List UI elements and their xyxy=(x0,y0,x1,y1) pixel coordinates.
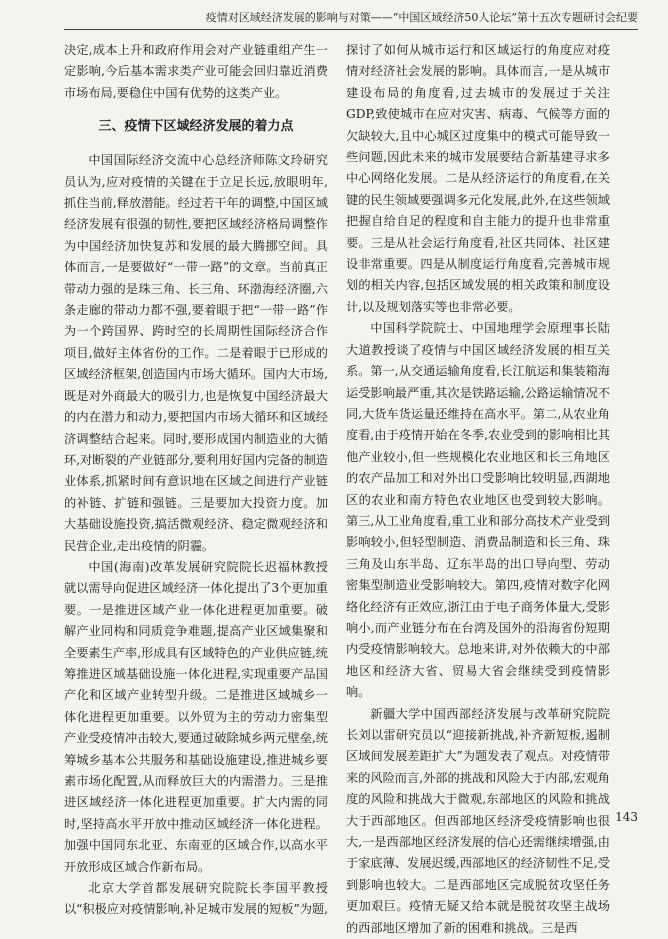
right-column xyxy=(346,40,610,939)
paragraph: 中国国际经济交流中心总经济师陈文玲研究员认为,应对疫情的关键在于立足长远,放眼明年,抓住当前,释放潜能。经过若干年的调整,中国区域经济发展有很强的韧性,要把区域经济格局调整作为中国经济加快复苏和发展的最大腾挪空间。具体而言,一是要做好“一带一路”的文章。当前真正带动力强的是珠三角、长三角、环渤海经济圈,六条走廊的带动力都不强,要着眼于把“一带一路”作为一个跨国界、跨时空的长周期性国际经济合作项目,做好主体省份的工作。二是着眼于已形成的区域经济框架,创造国内市场大循环。国内大市场,既是对外商最大的吸引力,也是恢复中国经济最大的内在潜力和动力,要把国内市场大循环和区域经济调整结合起来。同时,要形成国内制造业的大循环,对断裂的产业链部分,要利用好国内完备的制造业体系,抓紧时间有意识地在区域之间进行产业链的补链、扩链和强链。三是要加大投资力度。加大基础设施投资,搞活微观经济、稳定微观经济和民营企业,走出疫情的阴霾。 xyxy=(64,153,328,553)
left-column xyxy=(64,40,328,921)
running-header: 疫情对区域经济发展的影响与对策——“中国区域经济50人论坛”第十五次专题研讨会纪要 xyxy=(205,11,638,24)
section-heading: 三、疫情下区域经济发展的着力点 xyxy=(98,119,294,135)
header-rule xyxy=(64,29,638,30)
page-number: 143 xyxy=(615,810,638,824)
paragraph: 探讨了如何从城市运行和区域运行的角度应对疫情对经济社会发展的影响。具体而言,一是从城市建设布局的角度看,过去城市的发展过于关注GDP,致使城市在应对灾害、病毒、气候等方面的欠缺较大,且中心城区过度集中的模式可能导致一些问题,因此未来的城市发展要结合新基建寻求多中心网络化发展。二是从经济运行的角度看,在关键的民生领域要强调多元化发展,此外,在这些领域把握自给自足的程度和自主能力的提升也非常重要。三是从社会运行角度看,社区共同体、社区建设非常重要。四是从制度运行角度看,完善城市规划的相关内容,包括区域发展的相关政策和制度设计,以及规划落实等也非常必要。 xyxy=(346,43,610,314)
paragraph: 中国(海南)改革发展研究院院长迟福林教授就以需导向促进区域经济一体化提出了3个更加重要。一是推进区域产业一体化进程更加重要。破解产业同构和同质竞争难题,提高产业区域集聚和全要素生产率,形成具有区域特色的产业供应链,统筹推进区域基础设施一体化进程,实现重要产品国产化和区域产业转型升级。二是推进区域城乡一体化进程更加重要。以外贸为主的劳动力密集型产业受疫情冲击较大,要通过破除城乡两元壁垒,统筹城乡基本公共服务和基础设施建设,推进城乡要素市场化配置,从而释放巨大的内需潜力。三是推进区域经济一体化进程更加重要。扩大内需的同时,坚持高水平开放中推动区域经济一体化进程。加强中国同东北亚、东南亚的区域合作,以高水平开放形成区域合作新布局。 xyxy=(64,559,328,874)
paragraph: 中国科学院院士、中国地理学会原理事长陆大道教授谈了疫情与中国区域经济发展的相互关系。第一,从交通运输角度看,长江航运和集装箱海运受影响最严重,其次是铁路运输,公路运输情况不同,大货车货运量还维持在高水平。第二,从农业角度看,由于疫情开始在冬季,农业受到的影响相比其他产业较小,但一些规模化农业地区和长三角地区的农产品加工和对外出口受影响比较明显,西湖地区的农业和南方特色农业地区也受到较大影响。第三,从工业角度看,重工业和部分高技术产业受到影响较小,但轻型制造、消费品制造和长三角、珠三角及山东半岛、辽东半岛的出口导向型、劳动密集型制造业受影响较大。第四,疫情对数字化网络化经济有正效应,浙江由于电子商务体量大,受影响小,而产业链分布在台湾及国外的沿海省份短期内受疫情影响较大。总地来讲,对外依赖大的中部地区和经济大省、贸易大省会继续受到疫情影响。 xyxy=(346,321,610,700)
paragraph: 新疆大学中国西部经济发展与改革研究院院长刘以雷研究员以“迎接新挑战,补齐新短板,遏制区域间发展差距扩大”为题发表了观点。对疫情带来的风险而言,外部的挑战和风险大于内部,宏观角度的风险和挑战大于微观,东部地区的风险和挑战大于西部地区。但西部地区经济受疫情影响也很大,一是西部地区经济发展的信心还需继续增强,由于家底薄、发展迟缓,西部地区的经济韧性不足,受到影响也较大。二是西部地区完成脱贫攻坚任务更加艰巨。疫情无疑又给本就是脱贫攻坚主战场的西部地区增加了新的困难和挑战。三是西 xyxy=(346,706,610,935)
paragraph: 北京大学首都发展研究院院长李国平教授以“积极应对疫情影响,补足城市发展的短板”为题, xyxy=(64,881,328,917)
paragraph: 决定,成本上升和政府作用会对产业链重组产生一定影响,今后基本需求类产业可能会回归靠近消费市场布局,要稳住中国有优势的这类产业。 xyxy=(64,43,328,100)
